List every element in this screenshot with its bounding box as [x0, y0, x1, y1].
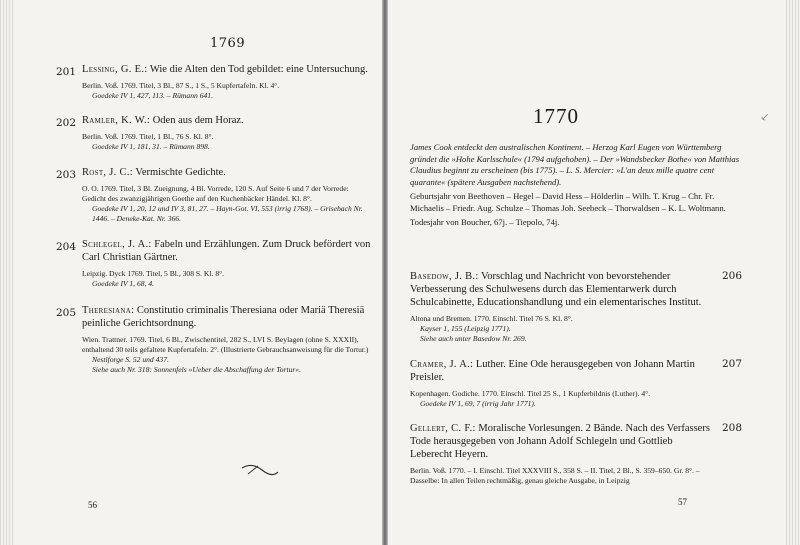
bibliography-entry: [410, 270, 710, 344]
entry-reference: Goedeke IV 1, 181, 31. – Rümann 898.: [92, 142, 210, 151]
entry-number: 204: [56, 241, 77, 253]
bibliography-entry: [410, 358, 710, 409]
left-page: [0, 0, 382, 545]
entry-author: Rost, J. C.:: [82, 167, 133, 178]
page-number: 56: [88, 500, 97, 510]
pencil-mark-icon: [240, 460, 280, 480]
entry-author: Cramer, J. A.:: [410, 359, 474, 370]
entry-reference: Siehe auch unter Basedow Nr. 269.: [420, 334, 527, 343]
entry-reference: Kayser 1, 155 (Leipzig 1771).: [420, 324, 511, 333]
entry-number: 202: [56, 117, 77, 129]
page-number: 57: [678, 497, 687, 507]
entry-heading: [410, 422, 710, 461]
bibliography-entry: [82, 114, 374, 152]
year-heading: 1769: [210, 36, 246, 51]
entry-heading: [82, 304, 374, 330]
entry-reference: Goedeke IV 1, 69, 7 (irrig Jahr 1771).: [420, 399, 536, 408]
entry-title: Luther. Eine Ode herausgegeben von Johann Martin Preisler.: [410, 359, 695, 383]
bibliography-entry: [82, 63, 374, 101]
entry-imprint: Wien. Trattner. 1769. Titel, 6 Bl., Zwischentitel, 282 S., LVI S. Beylagen (ohne S. XXXII), enthaltend 30 teils gefaltete Kupfertafeln. 2°. (Illustrierte Gebrauchsanweisung für die Tortur.): [82, 335, 369, 354]
entry-author: Gellert, C. F.:: [410, 423, 476, 434]
entry-reference: Nestlforge S. 52 und 437.: [92, 355, 169, 364]
entry-title: Moralische Vorlesungen. 2 Bände. Nach des Verfassers Tode herausgegeben von Johann Adolf Schlegeln und Gottlieb Leberecht Heyern.: [410, 423, 710, 460]
entry-title: Oden aus dem Horaz.: [150, 115, 244, 126]
page-edge: [0, 0, 14, 545]
entry-title: Fabeln und Erzählungen. Zum Druck befördert von Carl Christian Gärtner.: [82, 239, 371, 263]
bibliography-entry: [82, 238, 374, 289]
entry-heading: [82, 238, 374, 264]
entry-heading: [82, 166, 374, 179]
entry-reference: Goedeke IV 1, 20, 12 und IV 3, 81, 27. – Hayn-Got. VI, 553 (irrig 1768). – Grisebach Nr. 1446. – Deneke-Kat. Nr. 366.: [92, 204, 363, 223]
entry-number: 205: [56, 307, 77, 319]
bibliography-entry: [82, 166, 374, 224]
entry-heading: [410, 358, 710, 384]
entry-number: 206: [722, 270, 743, 282]
entry-imprint: Berlin. Voß. 1769. Titel, 1 Bl., 76 S. Kl. 8°.: [82, 132, 214, 141]
entry-heading: [82, 63, 374, 76]
entry-author: Basedow, J. B.:: [410, 271, 479, 282]
year-heading: 1770: [533, 104, 579, 128]
pencil-mark-icon: ⸔: [760, 110, 770, 124]
page-edge: [786, 0, 800, 545]
births-paragraph: Geburtsjahr von Beethoven – Hegel – David Hess – Hölderlin – Wilh. T. Krug – Chr. Fr. Michaelis – Friedr. Aug. Schulze – Thomas Joh. Seebeck – Thorwaldsen – K. L. Woltmann.: [410, 191, 726, 213]
entry-imprint: Kopenhagen. Godiche. 1770. Einschl. Titel 25 S., 1 Kupferbildnis (Luther). 4°.: [410, 389, 651, 398]
entry-reference: Goedeke IV 1, 68, 4.: [92, 279, 155, 288]
entry-title: Wie die Alten den Tod gebildet: eine Untersuchung.: [147, 64, 368, 75]
entry-heading: [82, 114, 374, 127]
entry-reference: Siehe auch Nr. 318: Sonnenfels »Ueber die Abschaffung der Tortur«.: [92, 365, 302, 374]
entry-number: 201: [56, 66, 77, 78]
bibliography-entry: [82, 304, 374, 375]
entry-number: 203: [56, 169, 77, 181]
entry-imprint: Berlin. Voß. 1769. Titel, 3 Bl., 87 S., 1 S., 5 Kupfertafeln. Kl. 4°.: [82, 81, 280, 90]
entry-imprint: O. O. 1769. Titel, 3 Bl. Zueignung, 4 Bl. Vorrede, 120 S. Auf Seite 6 und 7 der Vorrede: Gedicht des zwanzigjährigen Goethe auf den Kuchenbäcker Händel. Kl. 8°.: [82, 184, 349, 203]
entry-imprint: Leipzig. Dyck 1769. Titel, 5 Bl., 308 S. Kl. 8°.: [82, 269, 225, 278]
entry-title: Vorschlag und Nachricht von bevorstehender Verbesserung des Schulwesens durch das Elementarwerk durch Schulcabinette, Educationshandlung und ein elementarisches Institut.: [410, 271, 702, 308]
entry-author: Ramler, K. W.:: [82, 115, 151, 126]
entry-author: Schlegel, J. A.:: [82, 239, 152, 250]
entry-reference: Goedeke IV 1, 427, 113. – Rümann 641.: [92, 91, 213, 100]
events-paragraph: James Cook entdeckt den australischen Kontinent. – Herzog Karl Eugen von Württemberg gründet die »Hohe Karlsschule« (1794 aufgehoben). – Der »Wandsbecker Bothe« von Matthias Claudius beginnt zu erscheinen (bis 1775). – L. S. Mercier: »L'an deux mille quatre cent quarante« (spätere Ausgaben nachstehend).: [410, 142, 740, 187]
bibliography-entry: [410, 422, 710, 486]
entry-number: 208: [722, 422, 743, 434]
entry-number: 207: [722, 358, 743, 370]
deaths-paragraph: Todesjahr von Boucher, 67j. – Tiepolo, 74j.: [410, 217, 560, 227]
entry-title: Constitutio criminalis Theresiana oder Mariä Theresiä peinliche Gerichtsordnung.: [82, 305, 365, 329]
entry-author: Lessing, G. E.:: [82, 64, 148, 75]
entry-title: Vermischte Gedichte.: [132, 167, 226, 178]
right-page: [388, 0, 800, 545]
year-events: [410, 142, 740, 232]
entry-imprint: Altona und Bremen. 1770. Einschl. Titel 76 S. Kl. 8°.: [410, 314, 573, 323]
entry-imprint: Berlin. Voß. 1770. – I. Einschl. Titel XXXVIII S., 358 S. – II. Titel, 2 Bl., S. 359–650. Gr. 8°. – Dasselbe: In allen Teilen rechtmäßig, genau gleiche Ausgabe, in Leipzig: [410, 466, 700, 485]
entry-author: Theresiana:: [82, 305, 135, 316]
entry-heading: [410, 270, 710, 309]
